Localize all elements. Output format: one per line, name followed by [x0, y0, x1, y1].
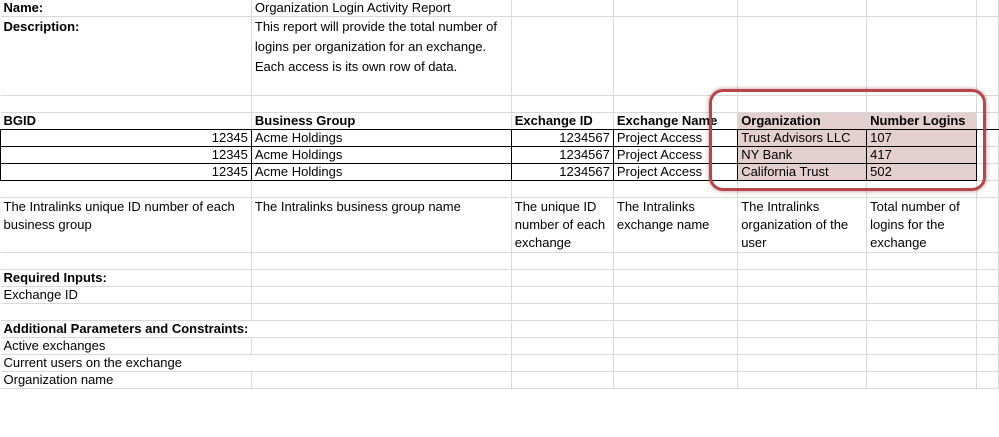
description-label-cell[interactable]: Description: [1, 17, 252, 96]
empty-cell[interactable] [251, 372, 511, 389]
empty-cell[interactable] [867, 338, 977, 355]
empty-cell[interactable] [511, 321, 613, 338]
empty-cell[interactable] [613, 17, 737, 96]
empty-cell[interactable] [613, 321, 737, 338]
blank-row [1, 181, 999, 198]
exchange-id-cell[interactable]: 1234567 [511, 130, 613, 147]
empty-cell[interactable] [867, 270, 977, 287]
name-row [1, 0, 999, 17]
empty-cell[interactable] [977, 372, 999, 389]
empty-cell[interactable] [251, 338, 511, 355]
empty-cell[interactable] [251, 270, 511, 287]
empty-cell[interactable] [738, 304, 867, 321]
empty-cell[interactable] [738, 338, 867, 355]
empty-cell[interactable] [511, 372, 613, 389]
empty-cell[interactable] [511, 287, 613, 304]
empty-cell[interactable] [977, 321, 999, 338]
number-logins-cell[interactable]: 502 [867, 164, 977, 181]
empty-cell[interactable] [613, 338, 737, 355]
empty-cell[interactable] [977, 338, 999, 355]
required-input-row [1, 287, 999, 304]
blank-row [1, 96, 999, 113]
empty-cell[interactable] [738, 321, 867, 338]
column-description-row [1, 198, 999, 253]
empty-cell[interactable] [977, 113, 999, 130]
additional-parameters-label-row [1, 321, 999, 338]
empty-cell[interactable] [613, 0, 737, 17]
additional-parameter-row [1, 372, 999, 389]
empty-cell[interactable] [738, 270, 867, 287]
column-description-cell[interactable]: Total number of logins for the exchange [867, 198, 977, 253]
empty-cell[interactable] [1, 253, 252, 270]
additional-parameter-item[interactable]: Active exchanges [1, 338, 252, 355]
empty-cell[interactable] [977, 198, 999, 253]
column-description-cell[interactable]: The Intralinks business group name [251, 198, 511, 253]
column-description-cell[interactable]: The Intralinks organization of the user [738, 198, 867, 253]
empty-cell[interactable] [867, 321, 977, 338]
empty-cell[interactable] [977, 270, 999, 287]
business-group-cell[interactable]: Acme Holdings [251, 130, 511, 147]
empty-cell[interactable] [511, 338, 613, 355]
exchange-name-cell[interactable]: Project Access [613, 147, 737, 164]
empty-cell[interactable] [738, 96, 867, 113]
empty-cell[interactable] [867, 0, 977, 17]
column-description-cell[interactable]: The unique ID number of each exchange [511, 198, 613, 253]
empty-cell[interactable] [867, 96, 977, 113]
empty-cell[interactable] [251, 96, 511, 113]
empty-cell[interactable] [977, 304, 999, 321]
empty-cell[interactable] [867, 304, 977, 321]
header-cell-exchange-name[interactable]: Exchange Name [613, 113, 737, 130]
empty-cell[interactable] [613, 372, 737, 389]
number-logins-cell[interactable]: 107 [867, 130, 977, 147]
bgid-cell[interactable]: 12345 [1, 130, 252, 147]
empty-cell[interactable] [738, 253, 867, 270]
header-cell-number-logins[interactable]: Number Logins [867, 113, 977, 130]
empty-cell[interactable] [511, 304, 613, 321]
table-row [1, 147, 999, 164]
empty-cell[interactable] [251, 355, 511, 372]
empty-cell[interactable] [1, 96, 252, 113]
organization-cell[interactable]: Trust Advisors LLC [738, 130, 867, 147]
header-cell-exchange-id[interactable]: Exchange ID [511, 113, 613, 130]
exchange-id-cell[interactable]: 1234567 [511, 147, 613, 164]
empty-cell[interactable] [613, 304, 737, 321]
name-label-cell[interactable]: Name: [1, 0, 252, 17]
empty-cell[interactable] [251, 321, 511, 338]
business-group-cell[interactable]: Acme Holdings [251, 147, 511, 164]
empty-cell[interactable] [511, 355, 613, 372]
organization-cell[interactable]: California Trust [738, 164, 867, 181]
exchange-name-cell[interactable]: Project Access [613, 164, 737, 181]
empty-cell[interactable] [867, 372, 977, 389]
required-input-item[interactable]: Exchange ID [1, 287, 252, 304]
empty-cell[interactable] [977, 164, 999, 181]
empty-cell[interactable] [251, 287, 511, 304]
empty-cell[interactable] [738, 17, 867, 96]
header-cell-organization[interactable]: Organization [738, 113, 867, 130]
empty-cell[interactable] [867, 17, 977, 96]
empty-cell[interactable] [977, 130, 999, 147]
column-description-cell[interactable]: The Intralinks unique ID number of each business group [1, 198, 252, 253]
header-cell-bgid[interactable]: BGID [1, 113, 252, 130]
empty-cell[interactable] [511, 181, 613, 198]
description-value-cell[interactable]: This report will provide the total number of logins per organization for an exchange. Each access is its own row of data. [251, 17, 511, 96]
empty-cell[interactable] [867, 253, 977, 270]
empty-cell[interactable] [613, 270, 737, 287]
empty-cell[interactable] [977, 181, 999, 198]
bgid-cell[interactable]: 12345 [1, 164, 252, 181]
additional-parameter-row [1, 355, 999, 372]
column-description-cell[interactable]: The Intralinks exchange name [613, 198, 737, 253]
additional-parameter-item[interactable]: Organization name [1, 372, 252, 389]
empty-cell[interactable] [511, 96, 613, 113]
empty-cell[interactable] [613, 96, 737, 113]
table-row [1, 164, 999, 181]
empty-cell[interactable] [511, 0, 613, 17]
empty-cell[interactable] [977, 355, 999, 372]
empty-cell[interactable] [867, 287, 977, 304]
exchange-id-cell[interactable]: 1234567 [511, 164, 613, 181]
additional-parameters-label[interactable]: Additional Parameters and Constraints: [1, 321, 252, 338]
empty-cell[interactable] [511, 17, 613, 96]
bgid-cell[interactable]: 12345 [1, 147, 252, 164]
business-group-cell[interactable]: Acme Holdings [251, 164, 511, 181]
empty-cell[interactable] [613, 355, 737, 372]
table-header-row [1, 113, 999, 130]
blank-row [1, 253, 999, 270]
empty-cell[interactable] [977, 147, 999, 164]
header-cell-business-group[interactable]: Business Group [251, 113, 511, 130]
additional-parameter-row [1, 338, 999, 355]
empty-cell[interactable] [613, 287, 737, 304]
empty-cell[interactable] [977, 253, 999, 270]
additional-parameter-item[interactable]: Current users on the exchange [1, 355, 252, 372]
empty-cell[interactable] [738, 372, 867, 389]
empty-cell[interactable] [977, 0, 999, 17]
empty-cell[interactable] [511, 253, 613, 270]
empty-cell[interactable] [613, 181, 737, 198]
empty-cell[interactable] [738, 181, 867, 198]
empty-cell[interactable] [251, 181, 511, 198]
empty-cell[interactable] [977, 287, 999, 304]
empty-cell[interactable] [867, 181, 977, 198]
empty-cell[interactable] [1, 181, 252, 198]
empty-cell[interactable] [738, 287, 867, 304]
empty-cell[interactable] [738, 0, 867, 17]
number-logins-cell[interactable]: 417 [867, 147, 977, 164]
description-row [1, 17, 999, 96]
empty-cell[interactable] [511, 270, 613, 287]
table-row [1, 130, 999, 147]
name-value-cell[interactable]: Organization Login Activity Report [251, 0, 511, 17]
empty-cell[interactable] [977, 96, 999, 113]
organization-cell[interactable]: NY Bank [738, 147, 867, 164]
empty-cell[interactable] [251, 304, 511, 321]
empty-cell[interactable] [1, 304, 252, 321]
empty-cell[interactable] [613, 253, 737, 270]
empty-cell[interactable] [867, 355, 977, 372]
blank-row [1, 304, 999, 321]
empty-cell[interactable] [738, 355, 867, 372]
required-inputs-label-row [1, 270, 999, 287]
exchange-name-cell[interactable]: Project Access [613, 130, 737, 147]
empty-cell[interactable] [977, 17, 999, 96]
empty-cell[interactable] [251, 253, 511, 270]
required-inputs-label[interactable]: Required Inputs: [1, 270, 252, 287]
